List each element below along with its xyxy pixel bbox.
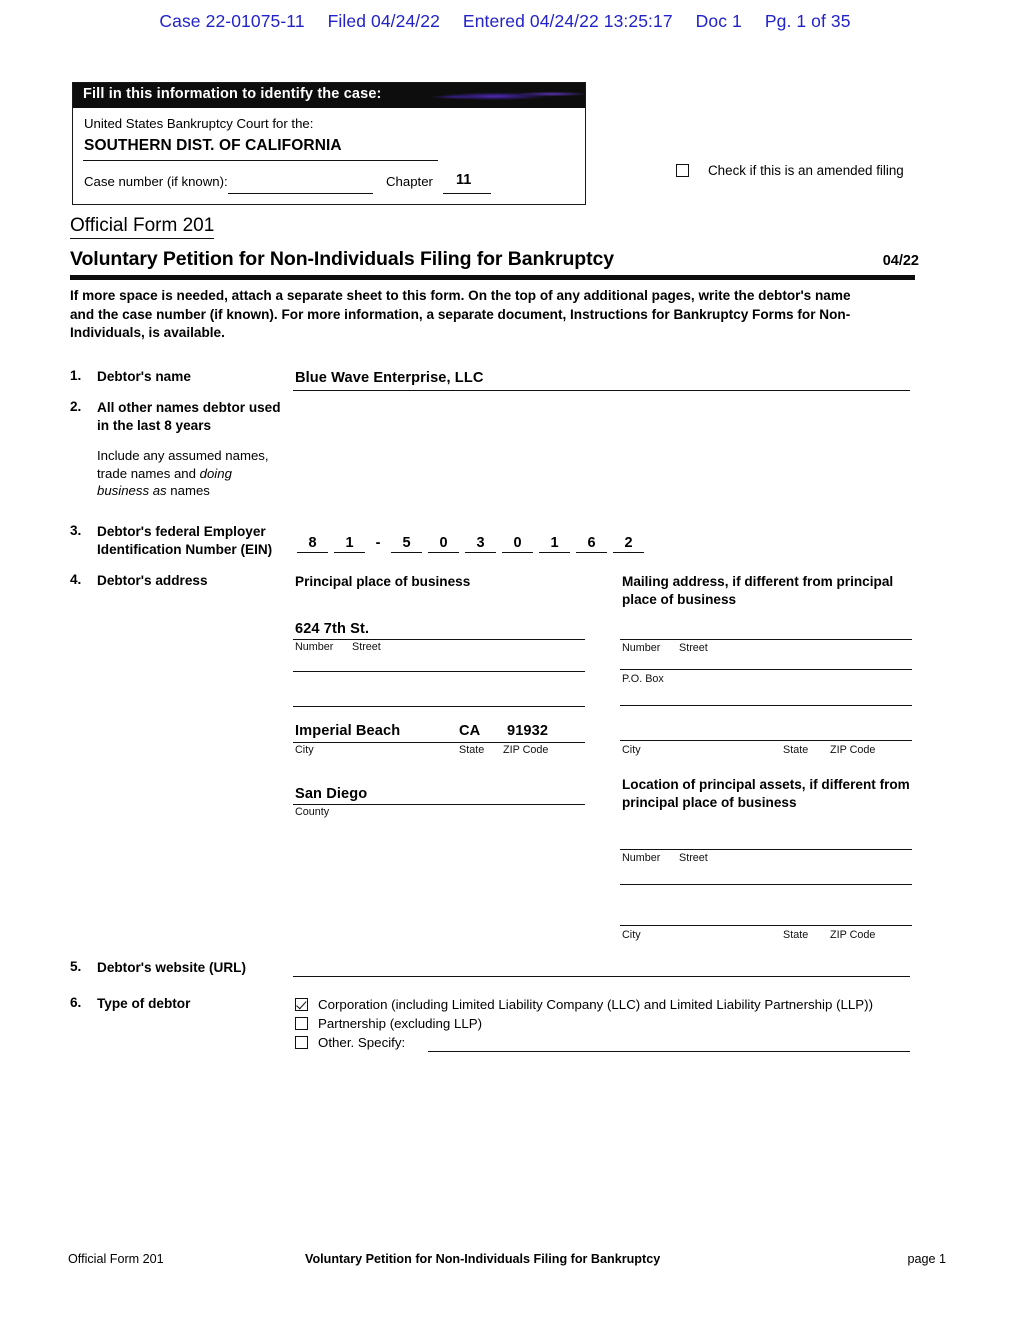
debtor-name-value: Blue Wave Enterprise, LLC — [295, 370, 484, 386]
mailing-pobox-label: P.O. Box — [622, 673, 664, 685]
item-2-sub-line3-italic: business as — [97, 483, 167, 498]
case-number-input-rule[interactable] — [228, 193, 373, 194]
assets-street-street-label: Street — [679, 852, 708, 864]
debtor-type-option-corporation[interactable] — [295, 998, 873, 1013]
debtor-website-rule[interactable] — [293, 976, 910, 977]
principal-state-value: CA — [459, 723, 481, 739]
item-2-sub-line3-plain: names — [166, 483, 210, 498]
ein-digit[interactable]: 5 — [391, 535, 422, 553]
other-specify-rule[interactable] — [428, 1051, 910, 1052]
assets-street-rule[interactable] — [620, 849, 912, 850]
debtor-type-option-other[interactable] — [295, 1036, 405, 1051]
ein-digit[interactable]: 1 — [334, 535, 365, 553]
principal-city-value: Imperial Beach — [295, 723, 401, 739]
item-3-label: Debtor's federal Employer Identification Number (EIN) — [97, 524, 273, 557]
principal-street-value: 624 7th St. — [295, 621, 370, 637]
mailing-street-rule[interactable] — [620, 639, 912, 640]
partnership-checkbox[interactable] — [295, 1017, 308, 1030]
form-number-heading: Official Form 201 — [70, 215, 214, 239]
court-name-rule — [83, 160, 438, 161]
ein-digit-row[interactable] — [297, 534, 650, 553]
chapter-label: Chapter — [386, 174, 433, 189]
amended-filing-label: Check if this is an amended filing — [708, 163, 904, 178]
case-box-header-text: Fill in this information to identify the case: — [83, 86, 382, 102]
case-box-header-bar — [73, 83, 585, 108]
chapter-input-rule[interactable] — [443, 193, 491, 194]
mailing-street-number-label: Number — [622, 642, 661, 654]
partnership-label: Partnership (excluding LLP) — [318, 1016, 483, 1031]
item-4-label: Debtor's address — [97, 573, 208, 588]
item-5-label: Debtor's website (URL) — [97, 960, 247, 975]
page-title: Voluntary Petition for Non-Individuals Filing for Bankruptcy — [70, 248, 614, 270]
item-4-number: 4. — [70, 572, 82, 587]
assets-zip-label: ZIP Code — [830, 929, 876, 941]
debtor-name-rule[interactable] — [293, 390, 910, 391]
ein-digit[interactable]: 3 — [465, 535, 496, 553]
ein-separator-dash: - — [375, 535, 381, 551]
ein-digit[interactable]: 6 — [576, 535, 607, 553]
item-2-label: All other names debtor used in the last 8 years — [97, 400, 281, 433]
mailing-pobox-rule[interactable] — [620, 669, 912, 670]
principal-assets-heading: Location of principal assets, if different from principal place of business — [622, 777, 910, 810]
case-number-label: Case number (if known): — [84, 174, 228, 189]
mailing-city-rule[interactable] — [620, 740, 912, 741]
item-2-sub-line2-plain: trade names and — [97, 465, 200, 481]
stamp-case-number: Case 22-01075-11 — [159, 11, 305, 31]
principal-city-rule[interactable] — [293, 742, 585, 743]
ecf-header-stamp — [0, 11, 1019, 32]
ein-digit[interactable]: 0 — [502, 535, 533, 553]
principal-county-label: County — [295, 806, 330, 818]
item-5-number: 5. — [70, 959, 82, 974]
principal-place-heading: Principal place of business — [295, 574, 471, 589]
assets-street-number-label: Number — [622, 852, 661, 864]
principal-city-label: City — [295, 744, 314, 756]
mailing-rule-3[interactable] — [620, 705, 912, 706]
principal-state-label: State — [459, 744, 485, 756]
item-3-number: 3. — [70, 523, 82, 538]
chapter-value: 11 — [456, 172, 472, 188]
principal-county-value: San Diego — [295, 786, 368, 802]
item-2-number: 2. — [70, 399, 82, 414]
principal-street-rule-2[interactable] — [293, 671, 585, 672]
principal-street-number-label: Number — [295, 641, 334, 653]
ein-digit[interactable]: 0 — [428, 535, 459, 553]
stamp-entered-datetime: Entered 04/24/22 13:25:17 — [462, 11, 673, 31]
assets-state-label: State — [783, 929, 809, 941]
footer-form-title: Voluntary Petition for Non-Individuals Filing for Bankruptcy — [305, 1252, 661, 1266]
principal-street-rule[interactable] — [293, 639, 585, 640]
ein-digit[interactable]: 1 — [539, 535, 570, 553]
item-6-label: Type of debtor — [97, 996, 191, 1011]
principal-street-street-label: Street — [352, 641, 381, 653]
other-label: Other. Specify: — [318, 1035, 406, 1050]
assets-rule-2[interactable] — [620, 884, 912, 885]
item-1-label: Debtor's name — [97, 369, 191, 384]
court-name-value: SOUTHERN DIST. OF CALIFORNIA — [84, 137, 342, 154]
item-1-number: 1. — [70, 368, 82, 383]
item-2-sublabel — [97, 447, 287, 500]
item-2-sub-line1: Include any assumed names, — [97, 448, 269, 463]
corporation-checkbox[interactable] — [295, 998, 308, 1011]
court-prefix-label: United States Bankruptcy Court for the: — [84, 116, 314, 131]
footer-form-number: Official Form 201 — [68, 1252, 164, 1266]
item-6-number: 6. — [70, 995, 82, 1010]
title-divider-bar — [70, 275, 915, 280]
mailing-zip-label: ZIP Code — [830, 744, 876, 756]
corporation-label: Corporation (including Limited Liability Company (LLC) and Limited Liability Partnership (LLP)) — [318, 997, 874, 1012]
amended-filing-group[interactable] — [676, 164, 916, 182]
principal-zip-value: 91932 — [507, 723, 549, 739]
assets-city-label: City — [622, 929, 641, 941]
stamp-filed-date: Filed 04/24/22 — [327, 11, 440, 31]
ink-smudge-artifact — [415, 88, 585, 103]
mailing-street-street-label: Street — [679, 642, 708, 654]
mailing-address-heading: Mailing address, if different from principal place of business — [622, 574, 894, 607]
amended-filing-checkbox[interactable] — [676, 164, 689, 177]
item-2-sub-line2-italic: doing — [199, 465, 232, 481]
mailing-state-label: State — [783, 744, 809, 756]
ein-digit[interactable]: 2 — [613, 535, 644, 553]
principal-street-rule-3[interactable] — [293, 706, 585, 707]
other-checkbox[interactable] — [295, 1036, 308, 1049]
stamp-doc-number: Doc 1 — [695, 11, 742, 31]
assets-city-rule[interactable] — [620, 925, 912, 926]
case-identification-box — [72, 82, 586, 205]
footer-page-number: page 1 — [907, 1252, 946, 1266]
debtor-type-option-partnership[interactable] — [295, 1017, 482, 1032]
principal-zip-label: ZIP Code — [503, 744, 549, 756]
form-instructions-text: If more space is needed, attach a separate sheet to this form. On the top of any additional pages, write the debtor's name and the case number (if known). For more information, a separate document, Instructions for Bankruptcy Forms for Non-Individuals, is available. — [70, 288, 851, 340]
stamp-page-number: Pg. 1 of 35 — [764, 11, 851, 31]
mailing-city-label: City — [622, 744, 641, 756]
form-revision-date: 04/22 — [882, 253, 919, 269]
ein-digit[interactable]: 8 — [297, 535, 328, 553]
principal-county-rule[interactable] — [293, 804, 585, 805]
